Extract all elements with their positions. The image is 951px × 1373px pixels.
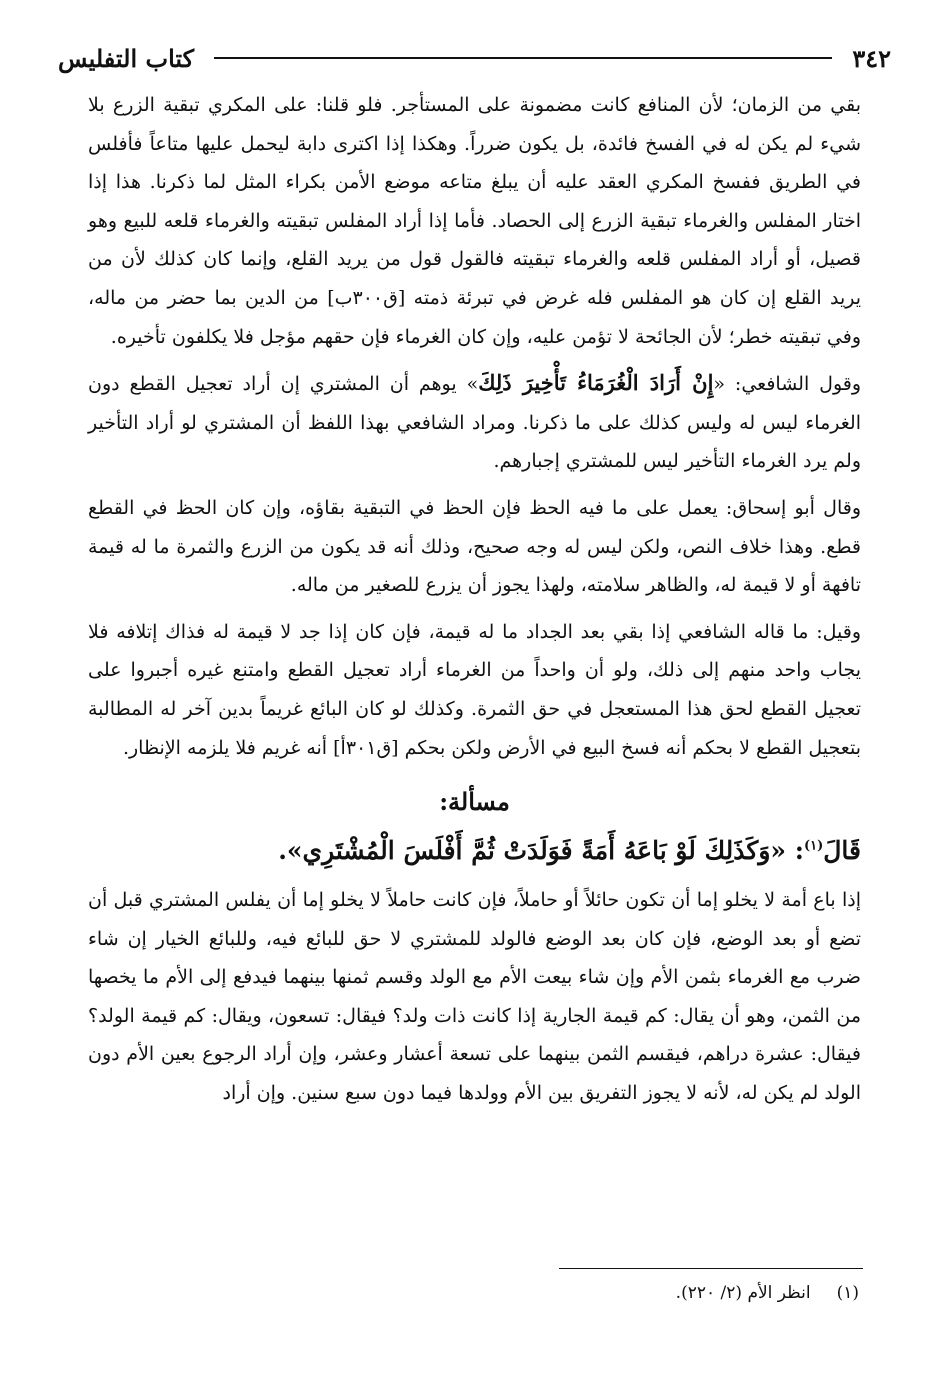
header-rule [214,57,832,59]
quote-text: : «وَكَذَلِكَ لَوْ بَاعَهُ أَمَةً فَوَلَدَتْ ثُمَّ أَفْلَسَ الْمُشْتَرِي». [278,836,804,866]
section-heading: مسألة: [439,787,510,817]
footnote-reference: (١) [803,838,824,854]
paragraph-2-rest: » يوهم أن المشتري إن أراد تعجيل القطع دون الغرماء ليس له وليس كذلك على ما ذكرنا. ومراد الشافعي بهذا اللفظ أن المشتري لو أراد التأخير ولم يرد الغرماء التأخير ليس للمشتري إجبارهم. [88,373,861,473]
paragraph-3: وقال أبو إسحاق: يعمل على ما فيه الحظ فإن الحظ في التبقية بقاؤه، وإن كان الحظ في القطع قطع. وهذا خلاف النص، ولكن ليس له وجه صحيح، وذلك أنه قد يكون من الزرع والثمرة ما له قيمة تافهة أو لا قيمة له، والظاهر سلامته، ولهذا يجوز أن يزرع للصغير من ماله. [88,496,861,597]
paragraph-2-lead: وقول الشافعي: « [713,373,862,396]
footnote [88,1278,859,1308]
page-header [58,38,891,78]
page-body [88,86,861,1113]
chapter-title: كتاب التفليس [58,43,195,73]
section-quote [88,827,861,875]
quote-prefix: قَالَ [823,836,861,866]
shafii-quote: إِنْ أَرَادَ الْغُرَمَاءُ تَأْخِيرَ ذَلِكَ [478,370,714,396]
page-number: ٣٤٢ [852,43,891,73]
footnote-number: (١) [836,1283,859,1303]
footnote-text: انظر الأم (٢/ ٢٢٠). [675,1283,811,1303]
paragraph-5: إذا باع أمة لا يخلو إما أن تكون حائلاً أو حاملاً، فإن كانت حاملاً لا يخلو إما أن يفلس المشتري قبل أن تضع أو بعد الوضع، فإن كان بعد الوضع فالولد للمشتري لا حق للبائع فيه، وللبائع الخيار إن شاء ضرب مع الغرماء بثمن الأم وإن شاء بيعت الأم مع الولد وقسم ثمنها بينهما فيدفع إلى الأم ما يخصها من الثمن، وهو أن يقال: كم قيمة الجارية إذا كانت ذات ولد؟ فيقال: تسعون، ويقال: كم قيمة الولد؟ فيقال: عشرة دراهم، فيقسم الثمن بينهما على تسعة أعشار وعشر، وإن أراد الرجوع بعين الأم دون الولد لم يكن له، لأنه لا يجوز التفريق بين الأم وولدها فيما دون سبع سنين. وإن أراد [88,889,861,1105]
paragraph-4: وقيل: ما قاله الشافعي إذا بقي بعد الجداد ما له قيمة، فإن كان إذا جد لا قيمة له فذاك إتلافه فلا يجاب واحد منهم إلى ذلك، ولو أن واحداً من الغرماء أراد تعجيل القطع وامتنع غيره أجبروا على تعجيل القطع لحق هذا المستعجل في حق الثمرة. وكذلك لو كان البائع غريماً بدين آخر له المطالبة بتعجيل القطع لا بحكم أنه فسخ البيع في الأرض ولكن بحكم [ق٣٠١أ] أنه غريم فلا يلزمه الإنظار. [88,620,861,759]
footnote-rule [559,1268,863,1269]
paragraph-2 [88,364,861,481]
paragraph-1: بقي من الزمان؛ لأن المنافع كانت مضمونة على المستأجر. فلو قلنا: على المكري تبقية الزرع بلا شيء لم يكن له في الفسخ فائدة، بل يكون ضرراً. وهكذا إذا اكترى دابة ليحمل عليها متاعاً فأفلس في الطريق ففسخ المكري العقد عليه أن يبلغ متاعه موضع الأمن بكراء المثل لما ذكرنا. هذا إذا اختار المفلس والغرماء تبقية الزرع إلى الحصاد. فأما إذا أراد المفلس تبقيته والغرماء قلعه للبيع وهو قصيل، أو أراد المفلس قلعه والغرماء تبقيته فالقول قول من يريد القلع، وإنما كان كذلك لأن من يريد القلع إن كان هو المفلس فله غرض في تبرئة ذمته [ق٣٠٠ب] من الدين بما حضر من ماله، وفي تبقيته خطر؛ لأن الجائحة لا تؤمن عليه، وإن كان الغرماء فإن حقهم مؤجل فلا يكلفون تأخيره. [88,94,862,348]
